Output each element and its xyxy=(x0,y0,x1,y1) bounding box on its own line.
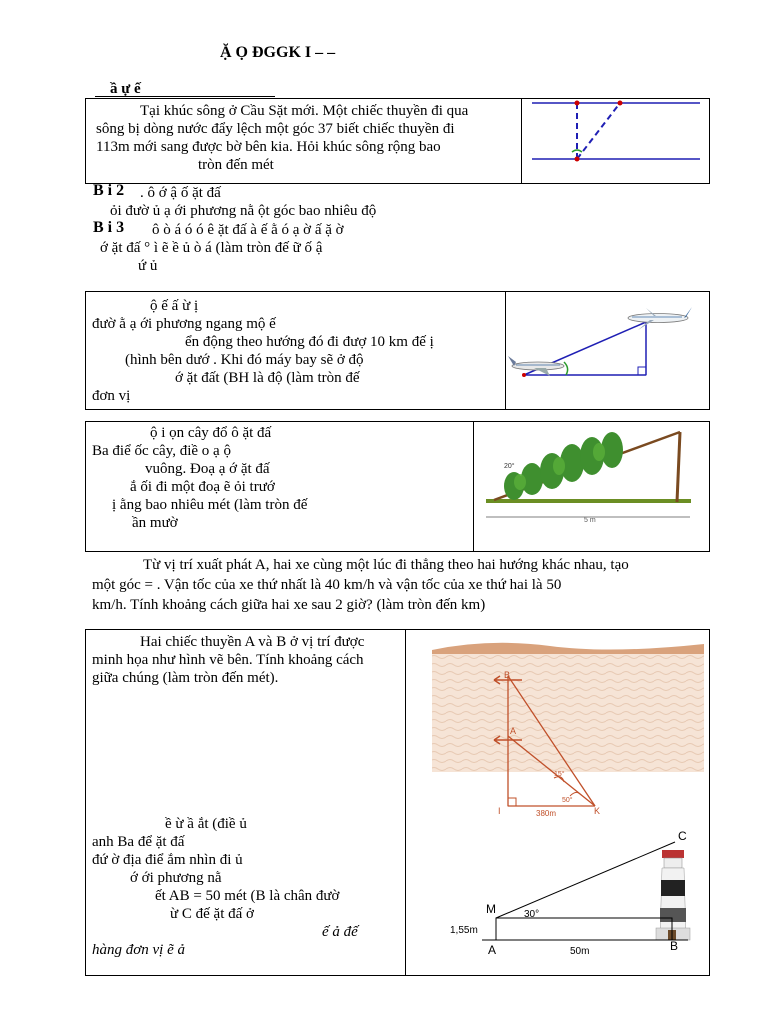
problem1-line-3: 113m mới sang được bờ bên kia. Hỏi khúc sông rộng bao xyxy=(96,139,441,155)
problem4-line-1: ộ ế ấ ừ ị xyxy=(150,298,199,314)
tree-angle-label: 20° xyxy=(504,463,515,470)
problem4-line-4: (hình bên dướ . Khi đó máy bay sẽ ở độ xyxy=(125,352,364,368)
problem5-line-2: Ba điể ốc cây, điề o ạ ộ xyxy=(92,443,231,459)
label-k: K xyxy=(594,806,601,816)
problem8-line-1: ề ừ ầ ắt (điề ủ xyxy=(165,816,247,832)
tree-distance-label: 5 m xyxy=(584,517,596,524)
angle-15-label: 15° xyxy=(554,771,565,778)
lighthouse-figure xyxy=(430,828,706,972)
problem8-italic-1: ế ả đế xyxy=(322,924,358,940)
problem7-line-1: Hai chiếc thuyền A và B ở vị trí được xyxy=(140,634,365,650)
problem6-line-3: km/h. Tính khoảng cách giữa hai xe sau 2 giờ? (làm tròn đến km) xyxy=(92,597,486,613)
problem4-line-3: ển động theo hướng đó đi đượ 10 km đế ị xyxy=(185,334,434,350)
problem7-line-2: minh họa như hình vẽ bên. Tính khoảng cách xyxy=(92,652,364,668)
distance-50-label: 50m xyxy=(570,946,590,957)
problem3-line-1: ô ò á ó ó ê ặt đấ à ế ằ ó ạ ờ ấ ặ ờ xyxy=(152,222,344,238)
label-b-ground: B xyxy=(670,939,679,953)
problem3-label: B i 3 xyxy=(93,219,125,236)
boats-river-figure xyxy=(430,636,706,822)
problem2-line-2: ỏi đườ ủ ạ ới phương nằ ột góc bao nhiêu độ xyxy=(110,203,377,219)
angle-30-label: 30° xyxy=(524,909,540,920)
problem4-line-2: đườ ằ ạ ới phương ngang mộ ế xyxy=(92,316,276,332)
airplane-figure xyxy=(506,292,709,409)
sky-plane-icon xyxy=(628,307,692,330)
problem1-line-4: tròn đến mét xyxy=(198,157,274,173)
problem3-line-2: ớ ặt đấ ° ì ẽ ề ủ ò á (làm tròn đế ữ ố ậ xyxy=(100,240,323,256)
problem3-line-3: ứ ủ xyxy=(138,258,158,274)
problem8-line-2: anh Ba để ặt đấ xyxy=(92,834,185,850)
problem8-line-3: đứ ờ địa điể ắm nhìn đi ủ xyxy=(92,852,243,868)
label-c: C xyxy=(678,829,687,843)
label-a: A xyxy=(510,726,517,736)
problem2-label: B i 2 xyxy=(93,182,125,199)
label-m: M xyxy=(486,902,496,916)
problem7-8-divider xyxy=(405,629,406,976)
problem5-line-5: ị ằng bao nhiêu mét (làm tròn đế xyxy=(112,497,308,513)
label-b: B xyxy=(504,670,511,680)
problem2-line-1: . ô ớ ậ ố ặt đấ xyxy=(140,185,221,201)
problem6-line-2: một góc = . Vận tốc của xe thứ nhất là 40 km/h và vận tốc của xe thứ hai là 50 xyxy=(92,577,562,593)
section-underline xyxy=(95,96,275,97)
problem4-line-6: đơn vị xyxy=(92,388,131,404)
section-heading: ầ ự ế xyxy=(110,81,141,97)
page-title: Ặ Ọ ĐGGK I – – xyxy=(220,44,336,61)
problem1-line-2: sông bị dòng nước đẩy lệch một góc 37 biết chiếc thuyền đi xyxy=(96,121,455,137)
problem8-line-6: ừ C đế ặt đấ ở xyxy=(170,906,254,922)
fallen-tree-figure xyxy=(474,422,709,551)
distance-380-label: 380m xyxy=(536,809,557,818)
problem4-line-5: ớ ặt đất (BH là độ (làm tròn đế xyxy=(175,370,360,386)
angle-50-label: 50° xyxy=(562,797,573,804)
problem1-line-1: Tại khúc sông ở Cầu Sặt mới. Một chiếc thuyền đi qua xyxy=(140,103,469,119)
problem7-line-3: giữa chúng (làm tròn đến mét). xyxy=(92,670,279,686)
problem5-line-4: ắ ối đi một đoạ ẽ ỏi trướ xyxy=(130,479,275,495)
problem5-line-6: ần mườ xyxy=(132,515,178,531)
height-label: 1,55m xyxy=(450,925,478,936)
problem5-line-1: ộ i ọn cây đổ ô ặt đấ xyxy=(150,425,272,441)
label-a-ground: A xyxy=(488,943,497,957)
problem8-line-5: ết AB = 50 mét (B là chân đườ xyxy=(155,888,340,904)
problem5-line-3: vuông. Đoạ ạ ớ ặt đấ xyxy=(145,461,270,477)
problem8-italic-2: hàng đơn vị ẽ ả xyxy=(92,942,185,958)
problem6-line-1: Từ vị trí xuất phát A, hai xe cùng một lúc đi thẳng theo hai hướng khác nhau, tạo xyxy=(143,557,629,573)
lighthouse-icon xyxy=(656,850,690,940)
ground-plane-icon xyxy=(508,356,564,376)
label-i: I xyxy=(498,806,501,816)
river-crossing-figure xyxy=(522,99,709,183)
problem8-line-4: ớ ới phương nằ xyxy=(130,870,222,886)
